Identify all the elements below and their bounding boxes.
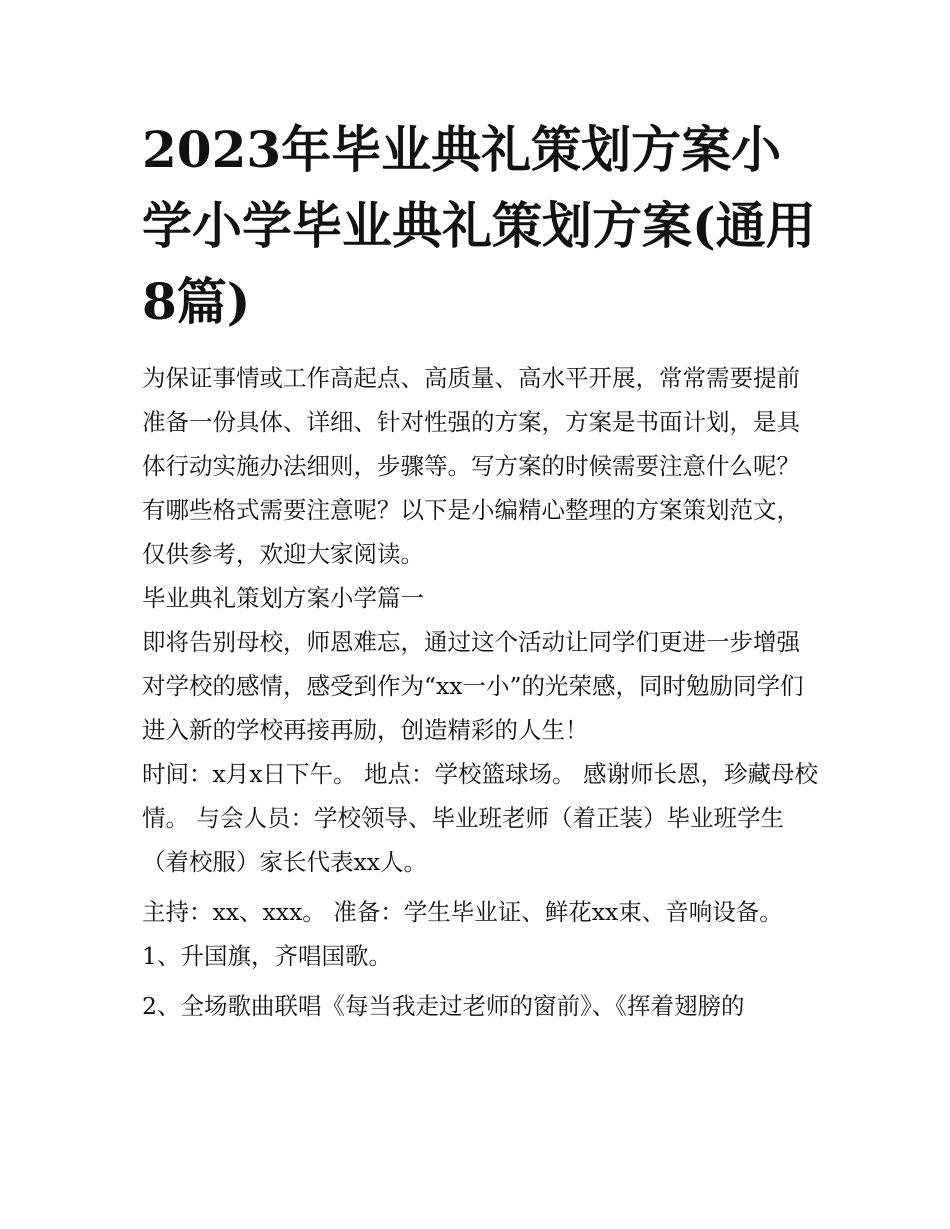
document-body [142,356,822,1028]
time-location-paragraph: 时间：x月x日下午。 地点：学校篮球场。 感谢师长恩，珍藏母校情。 与会人员：学校领导、毕业班老师（着正装）毕业班学生（着校服）家长代表xx人。 [142,760,818,876]
document-title: 2023年毕业典礼策划方案小学小学毕业典礼策划方案(通用8篇) [142,120,816,331]
intro-paragraph: 为保证事情或工作高起点、高质量、高水平开展，常常需要提前准备一份具体、详细、针对性强的方案，方案是书面计划，是具体行动实施办法细则，步骤等。写方案的时候需要注意什么呢？有哪些格式需要注意呢？以下是小编精心整理的方案策划范文，仅供参考，欢迎大家阅读。 [142,364,800,568]
purpose-paragraph: 即将告别母校，师恩难忘，通过这个活动让同学们更进一步增强对学校的感情，感受到作为“xx一小”的光荣感，同时勉励同学们进入新的学校再接再励，创造精彩的人生！ [142,628,804,744]
section-heading: 毕业典礼策划方案小学篇一 [142,584,424,612]
program-item-paragraph: 2、全场歌曲联唱《每当我走过老师的窗前》、《挥着翅膀的 [142,992,745,1020]
host-preparation-paragraph: 主持：xx、xxx。 准备：学生毕业证、鲜花xx束、音响设备。 1、升国旗，齐唱国歌。 [142,898,783,970]
